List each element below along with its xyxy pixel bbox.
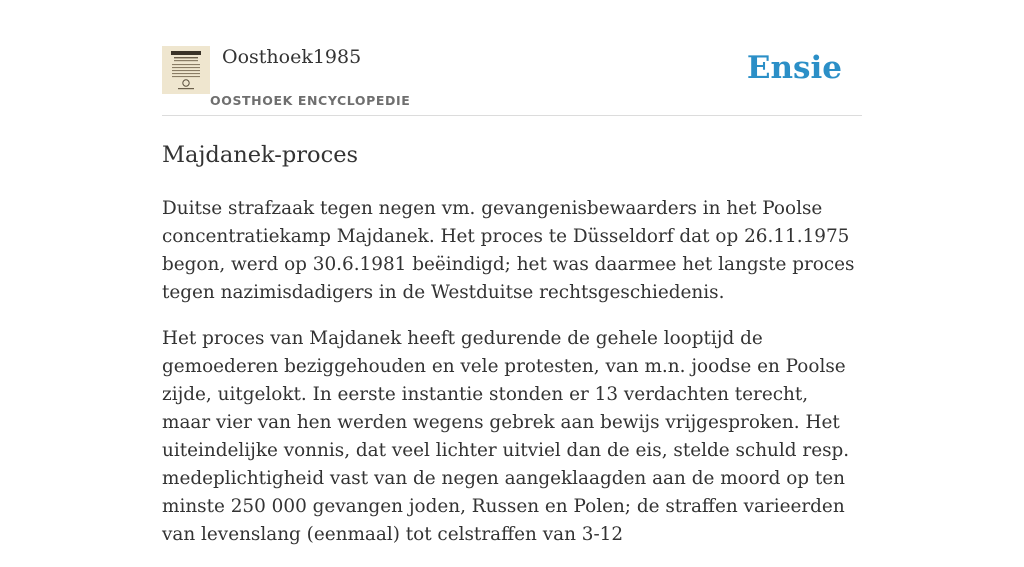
avatar[interactable] — [162, 46, 210, 94]
article — [162, 138, 862, 567]
header — [162, 44, 862, 116]
article-title: Majdanek-proces — [162, 142, 359, 168]
article-paragraph: Duitse strafzaak tegen negen vm. gevangenisbewaarders in het Poolse concentratiekamp Majdanek. Het proces te Düsseldorf dat op 26.11.1975 begon, werd op 30.6.1981 beëindigd; het was daarmee het langste proces tegen nazimisdadigers in de Westduitse rechtsgeschiedenis. — [162, 198, 855, 303]
source-label[interactable]: OOSTHOEK ENCYCLOPEDIE — [210, 93, 411, 108]
brand-logo[interactable]: Ensie — [746, 50, 842, 86]
author-name[interactable]: Oosthoek1985 — [222, 46, 362, 68]
article-paragraph: Het proces van Majdanek heeft gedurende de gehele looptijd de gemoederen beziggehouden en vele protesten, van m.n. joodse en Poolse zijde, uitgelokt. In eerste instantie stonden er 13 verdachten terecht, maar vier van hen werden wegens gebrek aan bewijs vrijgesproken. Het uiteindelijke vonnis, dat veel lichter uitviel dan de eis, stelde schuld resp. medeplichtigheid vast van de negen aangeklaagden aan de moord op ten minste 250 000 gevangen joden, Russen en Polen; de straffen varieerden van levenslang (eenmaal) tot celstraffen van 3-12 — [162, 328, 850, 545]
divider — [162, 115, 862, 116]
encyclopedia-cover-icon — [162, 46, 210, 94]
